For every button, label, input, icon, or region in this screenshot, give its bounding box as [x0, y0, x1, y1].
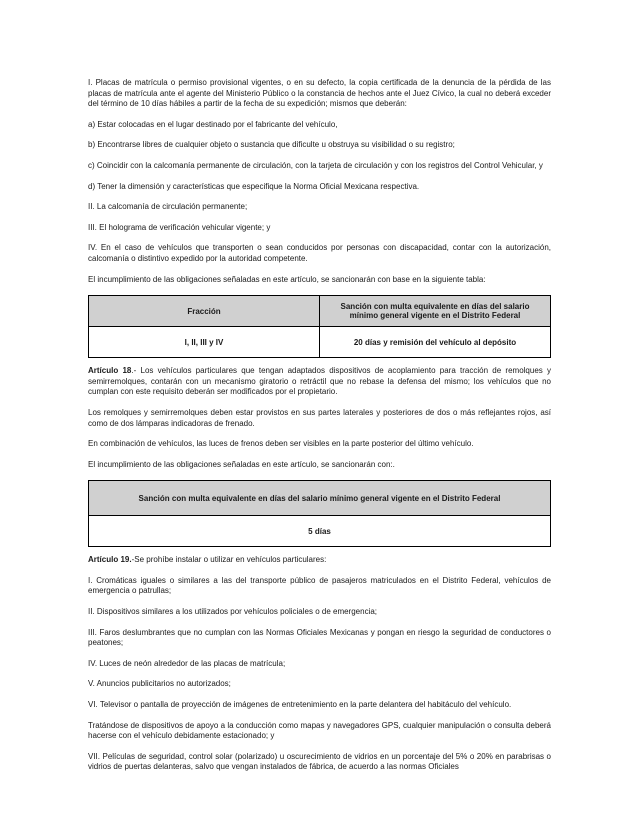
table-row: [89, 516, 551, 547]
paragraph: VI. Televisor o pantalla de proyección de imágenes de entretenimiento en la parte delantera del habitáculo del vehículo.: [88, 700, 512, 710]
paragraph: I. Cromáticas iguales o similares a las del transporte público de pasajeros matriculados en el Distrito Federal, vehículos de emergencia o patrullas;: [88, 575, 551, 596]
article-19-paragraph: [88, 555, 551, 566]
paragraph: El incumplimiento de las obligaciones señaladas en este artículo, se sancionarán con:.: [88, 459, 395, 469]
section-prohibiciones: [88, 576, 551, 773]
table-cell-fraccion: I, II, III y IV: [89, 327, 320, 358]
table-header-row: [89, 481, 551, 516]
paragraph: IV. Luces de neón alrededor de las placas de matrícula;: [88, 658, 286, 668]
paragraph: IV. En el caso de vehículos que transporten o sean conducidos por personas con discapacidad, contar con la autorización, calcomanía o distintivo expedido por la autoridad competente.: [88, 243, 551, 263]
paragraph: El incumplimiento de las obligaciones señaladas en este artículo, se sancionarán con base en la siguiente tabla:: [88, 274, 486, 284]
paragraph: a) Estar colocadas en el lugar destinado por el fabricante del vehículo,: [88, 119, 338, 129]
table-header-sancion: Sanción con multa equivalente en días del salario mínimo general vigente en el Distrito Federal: [89, 481, 551, 516]
table-header-row: [89, 296, 551, 327]
paragraph: II. La calcomanía de circulación permanente;: [88, 202, 248, 212]
article-18-paragraph: [88, 366, 551, 398]
article-19-label: Artículo 19.: [88, 555, 132, 565]
table-cell-sancion: 20 días y remisión del vehículo al depósito: [320, 327, 551, 358]
paragraph: V. Anuncios publicitarios no autorizados;: [88, 679, 231, 689]
section-fracciones: [88, 78, 551, 285]
table-header-sancion: Sanción con multa equivalente en días del salario mínimo general vigente en el Distrito Federal: [320, 296, 551, 327]
article-18-label: Artículo 18: [88, 366, 132, 376]
paragraph: II. Dispositivos similares a los utilizados por vehículos policiales o de emergencia;: [88, 607, 378, 617]
section-remolques: [88, 408, 551, 470]
paragraph: d) Tener la dimensión y características que especifique la Norma Oficial Mexicana respectiva.: [88, 181, 420, 191]
sanction-table-2: [88, 480, 551, 547]
paragraph: Tratándose de dispositivos de apoyo a la conducción como mapas y navegadores GPS, cualquier manipulación o consulta deberá hacerse con el vehículo debidamente estacionado; y: [88, 720, 551, 741]
table-header-fraccion: Fracción: [89, 296, 320, 327]
paragraph: VII. Películas de seguridad, control solar (polarizado) u oscurecimiento de vidrios en un porcentaje del 5% o 20% en parabrisas o vidrios de puertas delanteras, salvo que vengan instalados de fábrica, de acuerdo a las normas Oficiales: [88, 751, 551, 772]
paragraph: I. Placas de matrícula o permiso provisional vigentes, o en su defecto, la copia certificada de la denuncia de la pérdida de las placas de matrícula ante el agente del Ministerio Público o la constancia de hechos ante el Juez Cívico, la cual no deberá exceder del término de 10 días hábiles a partir de la fecha de su expedición; mismos que deberán:: [88, 78, 551, 109]
paragraph: III. El holograma de verificación vehicular vigente; y: [88, 222, 271, 232]
paragraph: Los remolques y semirremolques deben estar provistos en sus partes laterales y posteriores de dos o más reflejantes rojos, así como de dos lámparas indicadoras de frenado.: [88, 407, 551, 428]
article-18-text: .- Los vehículos particulares que tengan adaptados dispositivos de acoplamiento para tracción de remolques y semirremolques, contarán con un mecanismo giratorio o retráctil que no rebase la defensa del mismo; los vehículos que no cumplan con este requisito deberán ser modificados por el propietario.: [88, 366, 552, 397]
paragraph: c) Coincidir con la calcomanía permanente de circulación, con la tarjeta de circulación y con los registros del Control Vehicular, y: [88, 160, 543, 170]
table-cell-value: 5 días: [89, 516, 551, 547]
paragraph: III. Faros deslumbrantes que no cumplan con las Normas Oficiales Mexicanas y pongan en riesgo la seguridad de conductores o peatones;: [88, 627, 551, 648]
sanction-table-1: [88, 295, 551, 358]
paragraph: b) Encontrarse libres de cualquier objeto o sustancia que dificulte u obstruya su visibilidad o su registro;: [88, 140, 455, 150]
article-19-text: -Se prohíbe instalar o utilizar en vehículos particulares:: [131, 555, 327, 565]
paragraph: En combinación de vehículos, las luces de frenos deben ser visibles en la parte posterior del último vehículo.: [88, 439, 474, 449]
table-row: [89, 327, 551, 358]
